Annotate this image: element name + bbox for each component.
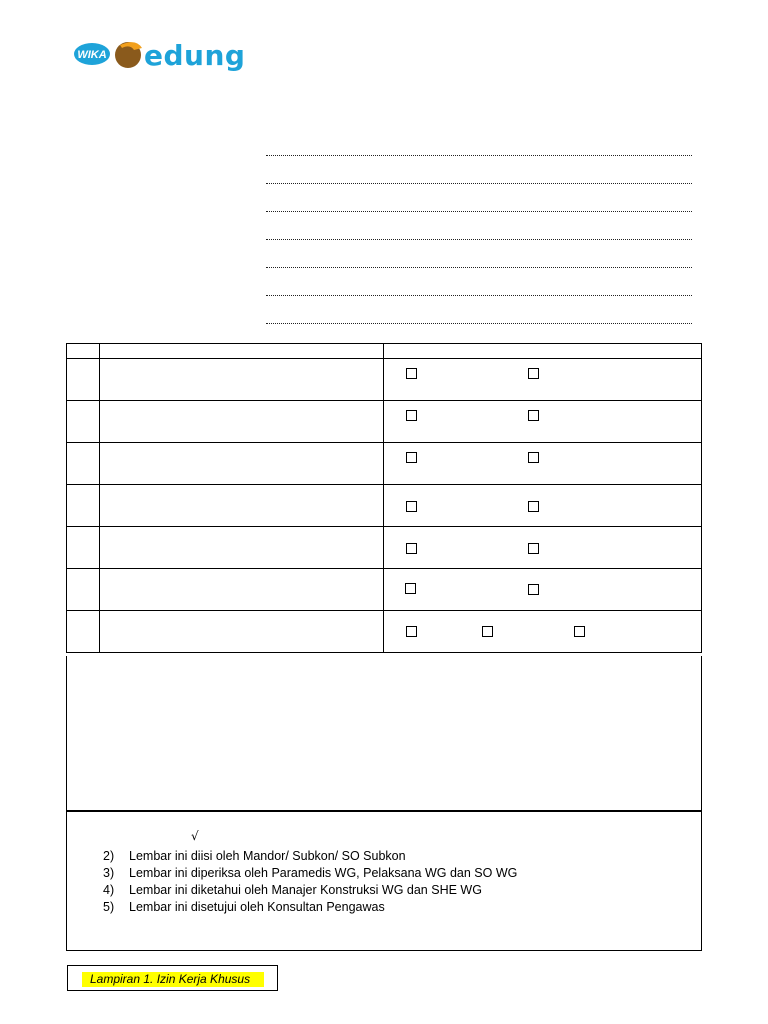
fill-in-line-1[interactable]	[266, 155, 692, 156]
checkbox-option-1[interactable]	[406, 501, 417, 512]
row-number-cell	[67, 401, 100, 443]
wika-gedung-logo	[72, 36, 257, 72]
checkbox-option-2[interactable]	[528, 368, 539, 379]
notes-area[interactable]	[66, 656, 702, 811]
checkbox-option-1[interactable]	[405, 583, 416, 594]
row-number-cell	[67, 485, 100, 527]
wika-emblem-text: WIKA	[77, 49, 107, 61]
checkbox-option-1[interactable]	[406, 410, 417, 421]
checkbox-option-2[interactable]	[528, 543, 539, 554]
checkmark-symbol: √	[191, 829, 199, 843]
table-row	[67, 359, 702, 401]
row-number-cell	[67, 569, 100, 611]
row-item-cell	[100, 527, 384, 569]
row-number-cell	[67, 611, 100, 653]
header-cell-item	[100, 344, 384, 359]
checkbox-option-1[interactable]	[406, 543, 417, 554]
fill-in-line-4[interactable]	[266, 239, 692, 240]
row-check-cell	[384, 359, 702, 401]
header-cell-no	[67, 344, 100, 359]
fill-in-line-2[interactable]	[266, 183, 692, 184]
fill-in-line-6[interactable]	[266, 295, 692, 296]
row-check-cell	[384, 485, 702, 527]
row-number-cell	[67, 527, 100, 569]
checklist-table	[66, 343, 702, 653]
table-row	[67, 485, 702, 527]
row-item-cell	[100, 401, 384, 443]
attachment-label: Lampiran 1. Izin Kerja Khusus	[82, 972, 264, 987]
attachment-label-box	[67, 965, 278, 991]
fill-in-line-5[interactable]	[266, 267, 692, 268]
instructions-box	[66, 811, 702, 951]
checkbox-option-3[interactable]	[574, 626, 585, 637]
checkbox-option-1[interactable]	[406, 368, 417, 379]
gedung-swoosh-icon	[115, 42, 142, 68]
table-row	[67, 443, 702, 485]
fill-in-line-3[interactable]	[266, 211, 692, 212]
row-check-cell	[384, 443, 702, 485]
row-check-cell	[384, 401, 702, 443]
checkbox-option-1[interactable]	[406, 452, 417, 463]
instruction-number: 2)	[103, 849, 115, 863]
checkbox-option-2[interactable]	[528, 452, 539, 463]
table-row	[67, 401, 702, 443]
header-cell-check	[384, 344, 702, 359]
instruction-number: 3)	[103, 866, 115, 880]
instruction-item	[103, 848, 517, 865]
instruction-text: Lembar ini disetujui oleh Konsultan Pengawas	[129, 900, 385, 914]
table-row	[67, 611, 702, 653]
instruction-number: 4)	[103, 883, 115, 897]
row-item-cell	[100, 569, 384, 611]
row-item-cell	[100, 611, 384, 653]
instruction-text: Lembar ini diperiksa oleh Paramedis WG, Pelaksana WG dan SO WG	[129, 866, 518, 880]
fill-in-line-7[interactable]	[266, 323, 692, 324]
table-header-row	[67, 344, 702, 359]
table-row	[67, 527, 702, 569]
instruction-text: Lembar ini diketahui oleh Manajer Konstruksi WG dan SHE WG	[129, 883, 482, 897]
table-row	[67, 569, 702, 611]
row-check-cell	[384, 611, 702, 653]
row-item-cell	[100, 485, 384, 527]
checkbox-option-1[interactable]	[406, 626, 417, 637]
checkbox-option-2[interactable]	[528, 410, 539, 421]
instructions-list	[103, 848, 517, 916]
row-check-cell	[384, 527, 702, 569]
row-item-cell	[100, 443, 384, 485]
checkbox-option-2[interactable]	[482, 626, 493, 637]
instruction-text: Lembar ini diisi oleh Mandor/ Subkon/ SO Subkon	[129, 849, 406, 863]
checkbox-option-2[interactable]	[528, 501, 539, 512]
instruction-item	[103, 899, 517, 916]
instruction-item	[103, 882, 517, 899]
instruction-number: 5)	[103, 900, 115, 914]
checkbox-option-2[interactable]	[528, 584, 539, 595]
gedung-wordmark: edung	[144, 39, 246, 72]
row-number-cell	[67, 443, 100, 485]
row-check-cell	[384, 569, 702, 611]
row-number-cell	[67, 359, 100, 401]
row-item-cell	[100, 359, 384, 401]
instruction-item	[103, 865, 517, 882]
logo-graphic	[72, 36, 257, 72]
